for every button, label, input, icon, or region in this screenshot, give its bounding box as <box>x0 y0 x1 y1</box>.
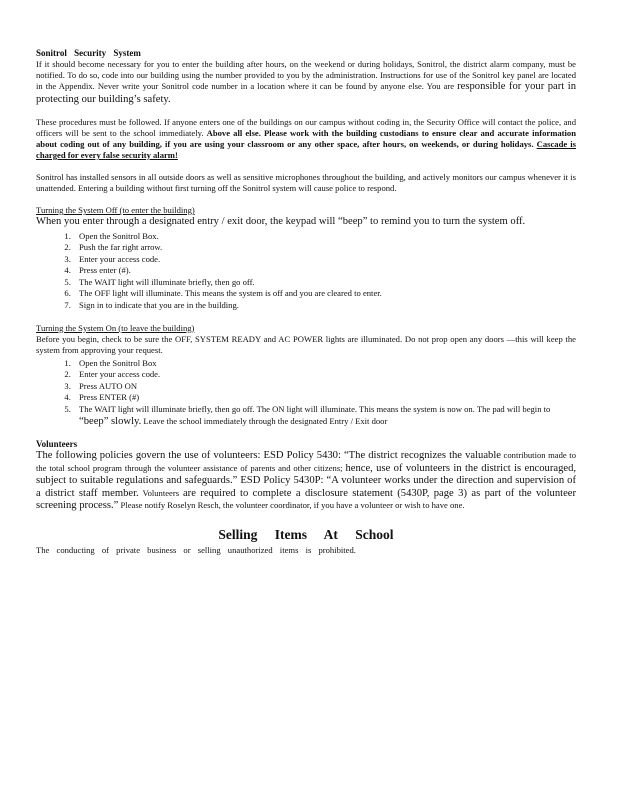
list-item: 3. Press AUTO ON <box>73 381 576 393</box>
step5-text: The WAIT light will illuminate briefly, then go off. The ON light will illuminate. This means the system is now on. The pad will begin to <box>79 404 551 415</box>
list-item: 4. Press ENTER (#) <box>73 392 576 404</box>
list-item: 3. Enter your access code. <box>73 254 576 266</box>
sensors-paragraph: Sonitrol has installed sensors in all outside doors as well as sensitive microphones throughout the building, and actively monitors our campus whenever it is unattended. Entering a building without first turning off the Sonitrol system will cause police to respond. <box>36 172 576 193</box>
procedures-paragraph <box>36 117 576 161</box>
volunteers-text-6: Please notify Roselyn Resch, the volunteer coordinator, if you have a volunteer or wish to have one. <box>120 500 465 511</box>
list-item: 1. Open the Sonitrol Box. <box>73 231 576 243</box>
step5-beep: “beep” slowly. <box>79 415 142 427</box>
volunteers-text-2: contribution made to the total school program through the volunteer assistance of parents and other citizens; <box>36 450 576 473</box>
volunteers-text-1: The following policies govern the use of volunteers: ESD Policy 5430: “The district recognizes the valuable <box>36 450 501 462</box>
sonitrol-paragraph-1 <box>36 59 576 106</box>
turning-off-section <box>36 205 576 312</box>
procedures-bold-text: Above all else. Please work with the building custodians to ensure clear and accurate information about coding out of any building, if you are using your classroom or any other space, after hours, on weekends, or during holidays. <box>36 128 576 149</box>
list-item: 5. The WAIT light will illuminate briefly, then go off. <box>73 277 576 289</box>
turning-on-heading: Turning the System On (to leave the building) <box>36 322 195 333</box>
turning-off-heading: Turning the System Off (to enter the building) <box>36 205 195 215</box>
list-item <box>73 404 576 428</box>
false-alarm-warning: Cascade is charged for every false security alarm! <box>36 139 576 160</box>
turning-on-section <box>36 323 576 428</box>
turning-off-steps <box>36 231 576 312</box>
procedures-section <box>36 117 576 161</box>
volunteers-paragraph <box>36 450 576 513</box>
volunteers-title: Volunteers <box>36 439 78 450</box>
document-page <box>36 48 576 556</box>
list-item: 6. The OFF light will illuminate. This means the system is off and you are cleared to enter. <box>73 288 576 300</box>
turning-on-steps <box>36 358 576 428</box>
volunteers-text-3: hence, use of volunteers in the district is encouraged, subject to suitable regulations and safeguards.” ESD Policy 5430P: “A volunteer works under the direction and supervision of a district staff member. <box>36 462 577 499</box>
sonitrol-paragraph-1-text: If it should become necessary for you to enter the building after hours, on the weekend or during holidays, Sonitrol, the district alarm company, must be notified. To do so, code into our building using the number provided to you by the administration. Instructions for use of the Sonitrol key panel are located in the Appendix. Never write your Sonitrol code number in a location where it can be found by anyone else. You are <box>36 59 576 91</box>
list-item: 7. Sign in to indicate that you are in the building. <box>73 300 576 312</box>
step5-leave: Leave the school immediately through the designated Entry / Exit door <box>143 415 388 426</box>
volunteers-text-5: are required to complete a disclosure statement (5430P, page 3) as part of the volunteer screening process.” <box>36 487 577 512</box>
list-item: 2. Push the far right arrow. <box>73 242 576 254</box>
volunteers-section <box>36 439 576 513</box>
selling-title: Selling Items At School <box>218 526 394 542</box>
procedures-text: These procedures must be followed. If anyone enters one of the buildings on our campus without coding in, the Security Office will contact the police, and officers will be sent to the school immediately. <box>36 117 576 138</box>
sonitrol-title: Sonitrol Security System <box>36 48 141 58</box>
selling-text: The conducting of private business or selling unauthorized items is prohibited. <box>36 544 356 555</box>
selling-section <box>36 527 576 556</box>
sonitrol-paragraph-1-large: responsible for your part in protecting our building’s safety. <box>36 81 577 105</box>
volunteers-text-4: Volunteers <box>142 487 180 498</box>
list-item: 1. Open the Sonitrol Box <box>73 358 576 370</box>
turning-on-intro: Before you begin, check to be sure the OFF, SYSTEM READY and AC POWER lights are illuminated. Do not prop open any doors —this will keep the system from approving your request. <box>36 333 576 355</box>
list-item: 4. Press enter (#). <box>73 265 576 277</box>
sensors-section <box>36 172 576 194</box>
sonitrol-section <box>36 48 576 106</box>
list-item: 2. Enter your access code. <box>73 369 576 381</box>
turning-off-intro: When you enter through a designated entry / exit door, the keypad will “beep” to remind you to turn the system off. <box>36 216 526 227</box>
